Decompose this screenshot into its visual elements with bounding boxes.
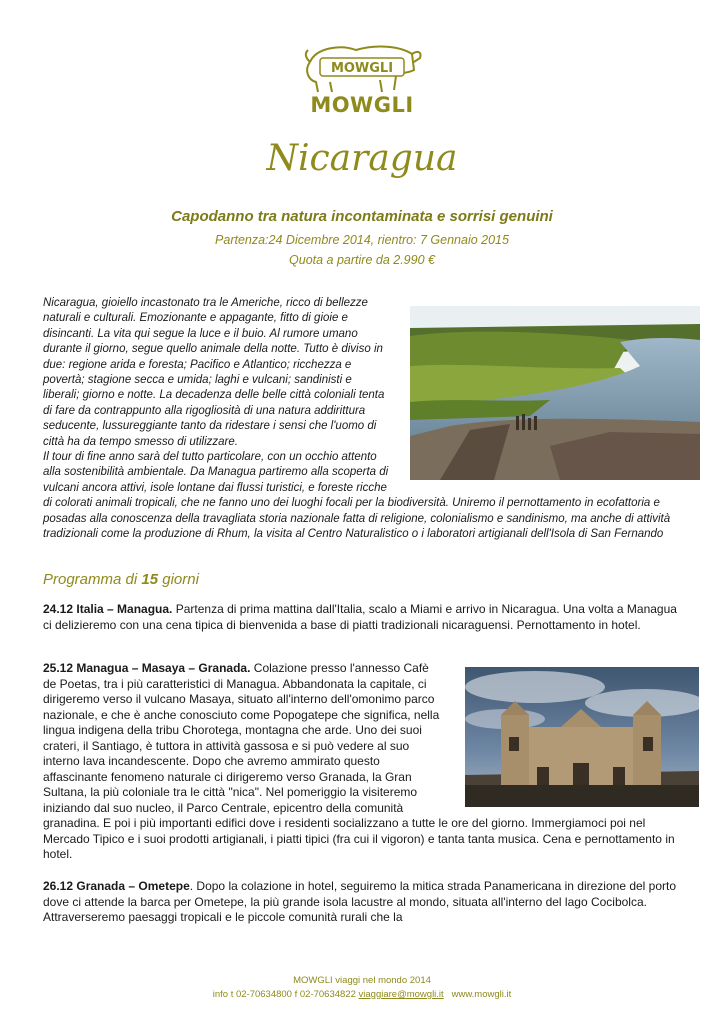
day-text: Partenza di prima mattina dall'Italia, scalo a Miami e arrivo in Nicaragua. Una volta a Managua ci delizieremo con una cena tipica di bienvenida a base di piatti tradizionali nicaraguensi. Pernottamento in hotel. [43, 602, 677, 632]
itinerary-day-1 [43, 602, 683, 633]
day-heading: 26.12 Granada – Ometepe [43, 879, 190, 893]
itinerary-day-3 [43, 879, 683, 926]
footer-website-link[interactable]: www.mowgli.it [451, 989, 512, 1000]
footer-contacts [0, 989, 724, 1000]
river-landscape-photo [410, 306, 700, 480]
day-heading: 25.12 Managua – Masaya – Granada. [43, 661, 251, 675]
intro-paragraph-1: Nicaragua, gioiello incastonato tra le Americhe, ricco di bellezze naturali e culturali. Emozionante e appagante, fitto di gioie e disincanti. La vita qui segue la luce e il buio. Al rumore umano durante il giorno, segue quello animale della notte. Tutto è diviso in due: regione arida e foresta; Pacifico e Atlantico; ricchezza e povertà; stagione secca e umida; laghi e vulcani; sandinisti e liberali; giorno e notte. La decadenza delle belle città coloniali tenta di fare da contrappunto alla rigogliosità di una natura addirittura seducente, lussureggiante tanto da ridestare i sensi che l'uomo di città ha da tempo smesso di utilizzare. [43, 297, 385, 448]
page-title: Nicaragua [266, 138, 458, 179]
trip-subtitle: Capodanno tra natura incontaminata e sorrisi genuini [171, 208, 553, 225]
tiger-logo-icon [296, 40, 428, 94]
intro-paragraph-2: Il tour di fine anno sarà del tutto particolare, con un occhio attento alla sostenibilità ambientale. Da Managua partiremo alla scoperta di vulcani ancora attivi, isole lontane dai flussi turistici, e foreste ricche di colorati animali tropicali, che ne fanno uno dei luoghi focali per la biodiversità. Uniremo il pernottamento in ecofattoria e posadas alla conoscenza della travagliata storia nazionale fatta di religione, colonialismo e sandinismo, ma anche di attività tradizionali come la produzione di Rhum, la visita al Centro Naturalistico o i laboratori artigianali dell'Isola di San Fernando [43, 451, 671, 541]
program-suffix: giorni [162, 571, 199, 588]
day-text: . Dopo la colazione in hotel, seguiremo la mitica strada Panamericana in direzione del porto dove ci attende la barca per Ometepe, la più grande isola lacustre al mondo, situata all'interno del lago Cocibolca. Attraverseremo paesaggi tropicali e le piccole comunità rurali che la [43, 879, 677, 924]
trip-price: Quota a partire da 2.990 € [289, 253, 435, 267]
footer-phone-fax: info t 02-70634800 f 02-70634822 [212, 989, 356, 1000]
trip-dates: Partenza:24 Dicembre 2014, rientro: 7 Gennaio 2015 [215, 233, 509, 247]
day-text: Colazione presso l'annesso Cafè de Poetas, tra i più caratteristici di Managua. Abbandonata la capitale, ci dirigeremo verso il vulcano Masaya, situato all'interno dell'omonimo parco nazionale, e che è anche conosciuto come Popogatepe che significa, nella lingua indigena della tribu Chorotega, montagna che arde. Uno dei suoi crateri, il Santiago, è tuttora in attività gassosa e si può vedere al suo interno lava incandescente. Dopo che avremo ammirato questo affascinante fenomeno naturale ci dirigeremo verso Granada, la Gran Sultana, la più coloniale tra le città "nica". Nel pomeriggio la visiteremo iniziando dal suo nucleo, il Parco Centrale, epicentro della comunità granadina. E poi i più importanti edifici dove i residenti socializzano a tutte le ore del giorno. Immergiamoci poi nel Mercado Tipico e i suoi prodotti artigianali, i piatti tipici (fra cui il vigoron) e tanta tanta musica. Cena e pernottamento in hotel. [43, 661, 675, 861]
program-prefix: Programma di [43, 571, 138, 588]
program-heading [43, 571, 199, 588]
program-days: 15 [141, 571, 159, 588]
brand-name: MOWGLI [310, 93, 414, 117]
footer-email-link[interactable]: viaggiare@mowgli.it [358, 989, 444, 1000]
day-heading: 24.12 Italia – Managua. [43, 602, 173, 616]
mowgli-logo [296, 40, 428, 122]
logo-badge-text: MOWGLI [330, 61, 394, 76]
cathedral-photo [465, 667, 699, 807]
footer-company: MOWGLI viaggi nel mondo 2014 [293, 975, 431, 986]
